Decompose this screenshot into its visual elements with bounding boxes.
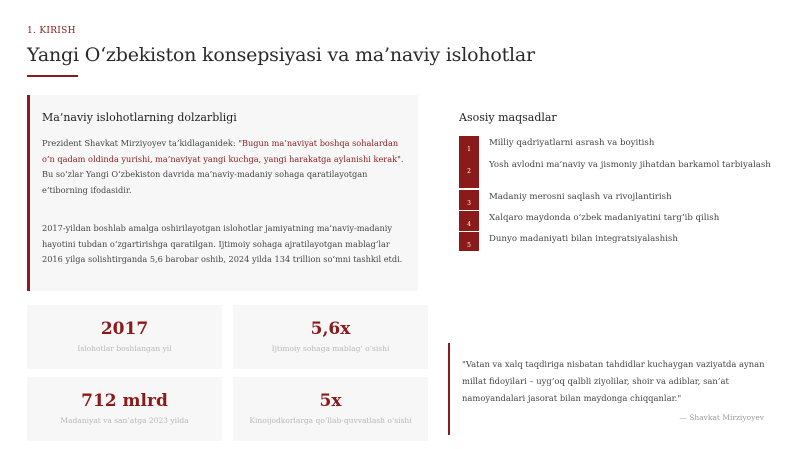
- goal-number: 5: [459, 232, 479, 251]
- stat-label: Kinoijodkorlarga qo‘llab-quvvatlash o‘sishi: [249, 416, 412, 425]
- stat-card-culture-budget: [27, 377, 222, 441]
- goal-item: [459, 232, 779, 252]
- stat-card-film-support: [233, 377, 428, 441]
- quote-author: — Shavkat Mirziyoyev: [679, 413, 764, 422]
- stat-value: 5,6x: [310, 319, 351, 339]
- quote-text: "Vatan va xalq taqdiriga nisbatan tahdidlar kuchaygan vaziyatda aynan millat fidoyilari – uyg‘oq qalbli ziyolilar, shoir va adiblar, san’at namoyandalari jasorat bilan maydonga chiqqanlar.": [462, 359, 765, 403]
- goal-text: Milliy qadriyatlarni asrash va boyitish: [489, 138, 655, 148]
- goal-number: 4: [459, 211, 479, 231]
- section-label: 1. KIRISH: [27, 26, 76, 36]
- goal-item: [459, 211, 779, 232]
- goal-item: [459, 190, 779, 211]
- goals-list: [459, 136, 779, 252]
- relevance-paragraph-1: [42, 136, 407, 198]
- p1-intro: Prezident Shavkat Mirziyoyev ta’kidlaganidek:: [42, 138, 239, 148]
- goal-number: 2: [459, 158, 479, 188]
- goal-text: Madaniy merosni saqlash va rivojlantirish: [489, 192, 672, 202]
- p1-outro: . Bu so‘zlar Yangi O‘zbekiston davrida ma’naviy-madaniy sohaga qaratilayotgan e’tiborning ifodasidir.: [42, 153, 404, 195]
- relevance-heading: Ma’naviy islohotlarning dolzarbligi: [42, 111, 237, 124]
- goal-number: 1: [459, 136, 479, 158]
- stat-value: 2017: [100, 319, 149, 339]
- stat-card-reform-year: [27, 305, 222, 369]
- page-title: Yangi O‘zbekiston konsepsiyasi va ma’naviy islohotlar: [27, 44, 535, 66]
- goals-heading: Asosiy maqsadlar: [459, 111, 557, 124]
- stat-label: Madaniyat va san’atga 2023 yilda: [60, 416, 189, 425]
- goal-text: Xalqaro maydonda o‘zbek madaniyatini targ‘ib qilish: [489, 213, 720, 223]
- goal-item: [459, 158, 779, 190]
- stat-card-social-funding: [233, 305, 428, 369]
- goal-number: 3: [459, 190, 479, 210]
- stat-value: 712 mlrd: [81, 391, 168, 411]
- goal-text: Dunyo madaniyati bilan integratsiyalashish: [489, 234, 678, 244]
- goal-text: Yosh avlodni ma’naviy va jismoniy jihatdan barkamol tarbiyalash: [489, 160, 771, 170]
- relevance-paragraph-2: 2017-yildan boshlab amalga oshirilayotgan islohotlar jamiyatning ma’naviy-madaniy hayotini tubdan o‘zgartirishga qaratilgan. Ijtimoiy sohaga ajratilayotgan mablag‘lar 2016 yilga solishtirganda 5,6 barobar oshib, 2024 yilda 134 trillion so‘mni tashkil etdi.: [42, 223, 403, 264]
- president-quote: "Bugun ma’naviyat boshqa sohalardan o‘n qadam oldinda yurishi, ma’naviyat yangi kuchga, yangi harakatga aylanishi kerak": [42, 138, 401, 164]
- title-underline: [27, 75, 78, 77]
- goal-item: [459, 136, 779, 158]
- stat-value: 5x: [319, 391, 342, 411]
- stat-label: Islohotlar boshlangan yil: [77, 344, 172, 353]
- stat-label: Ijtimoiy sohaga mablag‘ o‘sishi: [271, 344, 390, 353]
- relevance-card: [27, 95, 418, 291]
- quote-block: [448, 343, 780, 435]
